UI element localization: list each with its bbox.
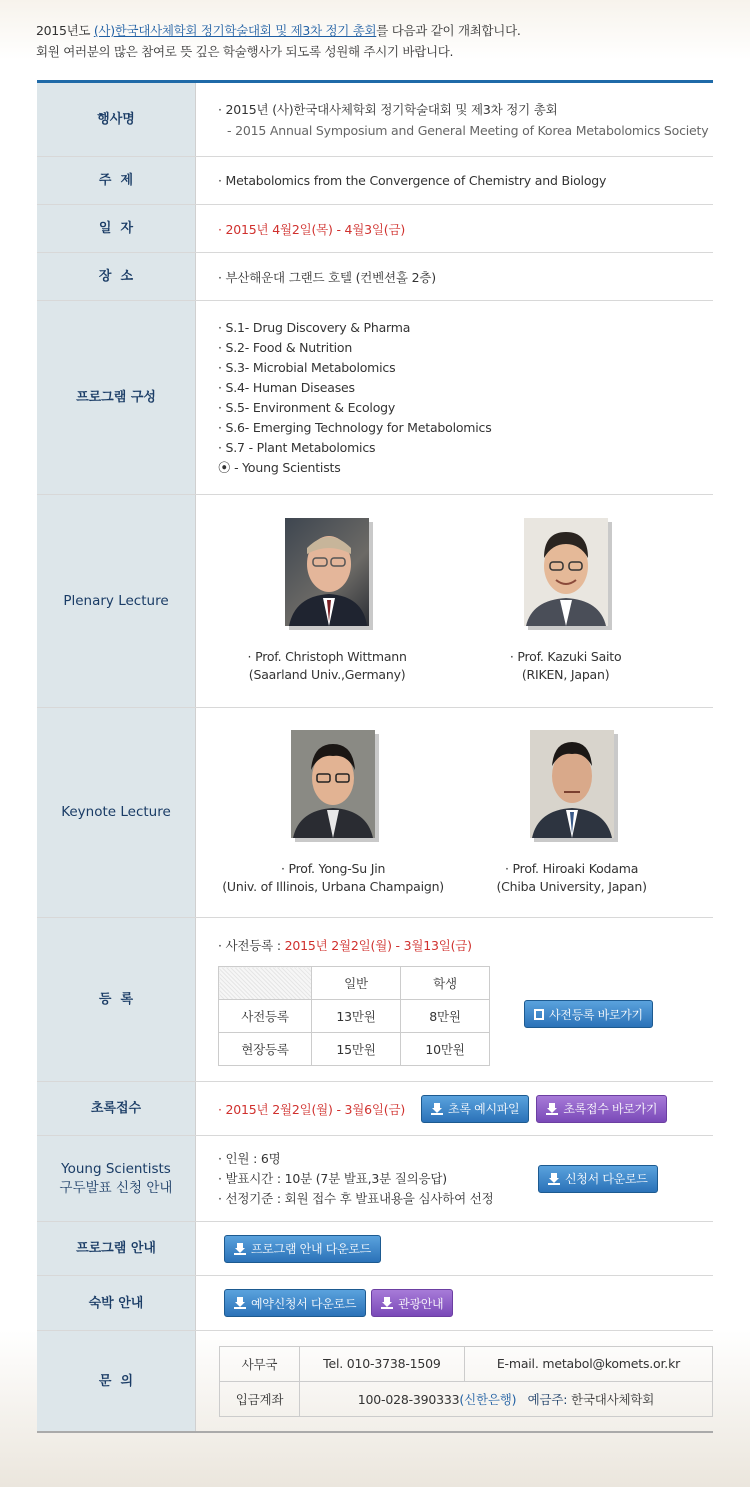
preregistration-label: · 사전등록 : [218,938,285,953]
office-label: 사무국 [220,1346,300,1381]
contact-row-account [220,1381,713,1416]
fee-cell: 10만원 [401,1033,490,1066]
reservation-form-button[interactable] [224,1289,366,1317]
abstract-submit-button[interactable] [536,1095,667,1123]
label-keynote: Keynote Lecture [37,708,196,917]
intro-prefix: 2015년도 [36,23,94,38]
society-link[interactable]: (사)한국대사체학회 정기학술대회 및 제3차 정기 총회 [93,23,377,38]
document-icon [534,1009,544,1020]
young-detail: · 선정기준 : 회원 접수 후 발표내용을 심사하여 선정 [218,1190,494,1206]
application-download-label: 신청서 다운로드 [565,1172,648,1186]
download-icon [234,1243,246,1255]
program-guide-download-label: 프로그램 안내 다운로드 [251,1242,371,1256]
young-cell [196,1136,713,1221]
speaker-card [248,518,407,684]
row-plenary [37,495,713,708]
speaker-photo [285,518,369,626]
keynote-speakers [196,730,713,896]
speaker-photo [530,730,614,838]
account-holder-label: 예금주: [527,1391,568,1407]
label-abstract: 초록접수 [37,1082,196,1135]
young-label-line2: 구두발표 신청 안내 [59,1179,173,1196]
program-item: · S.6- Emerging Technology for Metabolomics [218,419,492,435]
speaker-photo [291,730,375,838]
label-lodging: 숙박 안내 [37,1276,196,1330]
fee-area [218,966,713,1066]
speaker-photo [524,518,608,626]
program-item: · S.1- Drug Discovery & Pharma [218,319,411,335]
speaker-affiliation: (Saarland Univ.,Germany) [248,667,406,682]
lodging-cell [196,1276,713,1330]
speaker-name: · Prof. Kazuki Saito [509,649,622,664]
contact-row-office [220,1346,713,1381]
label-program: 프로그램 구성 [37,301,196,494]
event-name-ko: · 2015년 (사)한국대사체학회 정기학술대회 및 제3차 정기 총회 [218,102,558,117]
download-icon [234,1297,246,1309]
abstract-date: · 2015년 2월2일(월) - 3월6일(금) [218,1101,406,1117]
label-program-guide: 프로그램 안내 [37,1222,196,1275]
program-list [196,301,713,494]
registration-cell [196,918,713,1081]
event-info-table [37,80,713,1433]
office-email: E-mail. metabol@komets.or.kr [464,1346,712,1381]
fee-cell: 8만원 [401,1000,490,1033]
plenary-speakers [196,518,713,684]
row-program [37,301,713,495]
preregistration-period [218,936,713,954]
bank-name: (신한은행) [459,1391,517,1407]
download-icon [431,1103,443,1115]
program-item: · S.3- Microbial Metabolomics [218,359,396,375]
preregistration-date: 2015년 2월2일(월) - 3월13일(금) [284,938,472,953]
fee-cell: 13만원 [312,1000,401,1033]
venue-value: · 부산해운대 그랜드 호텔 (컨벤션홀 2층) [218,269,436,285]
speaker-affiliation: (Chiba University, Japan) [496,878,647,894]
speaker-card [222,730,444,896]
program-item: ⦿ - Young Scientists [218,459,341,475]
fee-header: 일반 [312,967,401,1000]
application-download-button[interactable] [538,1165,658,1193]
row-event-name [37,83,713,157]
abstract-sample-button[interactable] [421,1095,529,1123]
row-abstract [37,1082,713,1136]
program-guide-cell [196,1222,713,1275]
program-item: · S.7 - Plant Metabolomics [218,439,376,455]
row-lodging [37,1276,713,1331]
tourism-guide-button[interactable] [371,1289,453,1317]
young-detail: · 인원 : 6명 [218,1150,281,1166]
label-plenary: Plenary Lecture [37,495,196,707]
label-registration: 등 록 [37,918,196,1081]
speaker-card [496,730,646,896]
preregistration-button[interactable] [524,1000,653,1028]
speaker-name: · Prof. Hiroaki Kodama [504,860,639,876]
download-icon [546,1103,558,1115]
program-item: · S.4- Human Diseases [218,379,355,395]
fee-row [219,1033,490,1066]
fee-row [219,1000,490,1033]
abstract-cell [196,1082,713,1135]
account-label: 입금계좌 [220,1381,300,1416]
label-theme: 주 제 [37,157,196,204]
tourism-guide-label: 관광안내 [398,1296,444,1311]
fee-header: 학생 [401,967,490,1000]
abstract-sample-label: 초록 예시파일 [448,1102,520,1116]
label-event-name: 행사명 [37,83,196,156]
theme-value: · Metabolomics from the Convergence of Chemistry and Biology [218,173,607,188]
label-date: 일 자 [37,205,196,252]
speaker-name: · Prof. Yong-Su Jin [280,860,386,876]
account-info [299,1381,712,1416]
download-icon [548,1173,560,1185]
fee-cell: 15만원 [312,1033,401,1066]
intro-text [36,20,716,62]
speaker-affiliation: (RIKEN, Japan) [521,667,610,682]
young-detail: · 발표시간 : 10분 (7분 발표,3분 질의응답) [218,1170,447,1186]
program-guide-download-button[interactable] [224,1235,381,1263]
abstract-submit-label: 초록접수 바로가기 [563,1102,658,1116]
intro-line-1 [36,20,716,41]
fee-table [218,966,490,1066]
row-keynote [37,708,713,918]
intro-suffix: 를 다음과 같이 개최합니다. [376,23,521,38]
preregistration-button-label: 사전등록 바로가기 [549,1007,643,1022]
row-theme [37,157,713,205]
intro-line-2: 회원 여러분의 많은 참여로 뜻 깊은 학술행사가 되도록 성원해 주시기 바랍니다. [36,44,454,59]
row-young-scientists [37,1136,713,1222]
young-details [218,1149,538,1209]
account-number: 100-028-390333 [357,1391,460,1407]
plenary-cell [196,495,713,707]
program-item: · S.5- Environment & Ecology [218,399,396,415]
row-venue [37,253,713,301]
fee-cell: 사전등록 [219,1000,312,1033]
download-icon [381,1297,393,1309]
fee-cell: 현장등록 [219,1033,312,1066]
label-venue: 장 소 [37,253,196,300]
young-label-line1: Young Scientists [61,1160,171,1177]
label-contact: 문 의 [37,1331,196,1431]
program-item: · S.2- Food & Nutrition [218,339,353,355]
reservation-form-label: 예약신청서 다운로드 [251,1296,357,1311]
fee-header-blank [219,967,312,1000]
contact-cell [196,1331,713,1431]
office-tel: Tel. 010-3738-1509 [299,1346,464,1381]
event-name-cell [196,83,713,156]
row-contact [37,1331,713,1431]
contact-table [219,1346,713,1417]
speaker-name: · Prof. Christoph Wittmann [247,649,407,664]
speaker-card [510,518,622,684]
keynote-cell [196,708,713,917]
label-young-scientists [37,1136,196,1221]
row-registration [37,918,713,1082]
event-name-en: - 2015 Annual Symposium and General Meeting of Korea Metabolomics Society [227,123,709,138]
row-date [37,205,713,253]
date-value: · 2015년 4월2일(목) - 4월3일(금) [218,221,406,237]
row-program-guide [37,1222,713,1276]
account-holder: 한국대사체학회 [567,1391,655,1407]
speaker-affiliation: (Univ. of Illinois, Urbana Champaign) [222,878,444,894]
fee-header-row [219,967,490,1000]
